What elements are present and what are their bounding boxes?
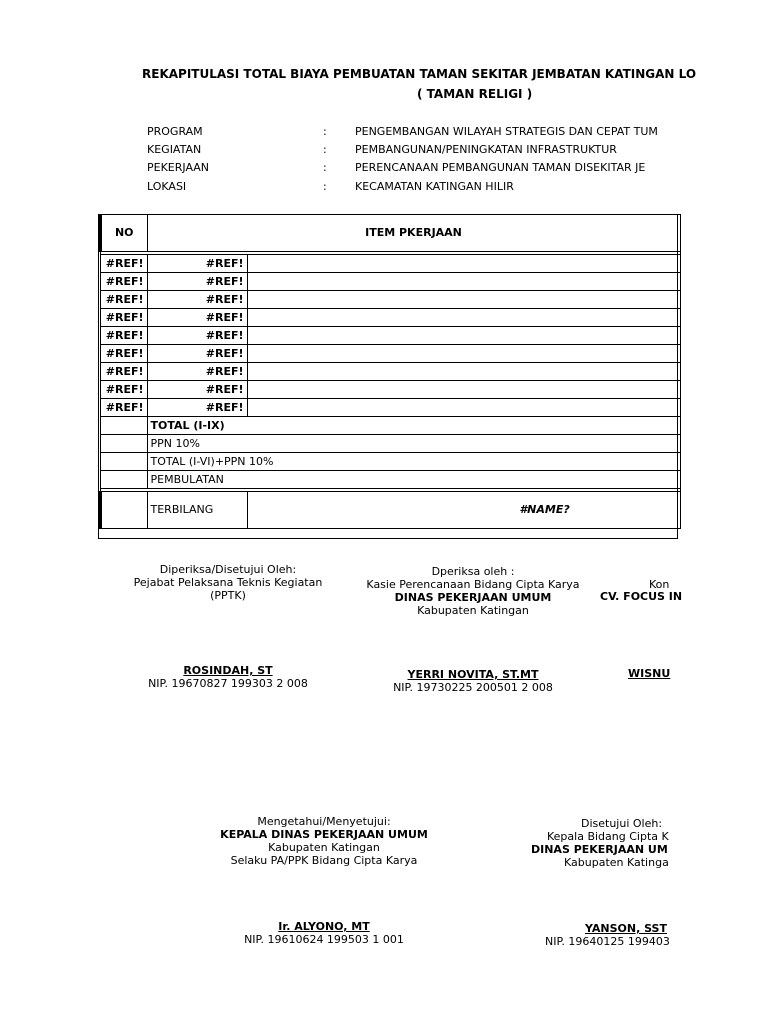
summary-row: [100, 417, 680, 435]
info-colon: :: [323, 161, 327, 174]
info-colon: :: [323, 180, 327, 193]
info-value-program: PENGEMBANGAN WILAYAH STRATEGIS DAN CEPAT TUM: [355, 125, 658, 138]
summary-row: [100, 435, 680, 453]
row-item: #REF!: [147, 327, 247, 345]
sig-kasie-line2: Kasie Perencanaan Bidang Cipta Karya: [366, 578, 580, 591]
sig-kabid-line2: Kepala Bidang Cipta K: [547, 830, 669, 843]
table-row: [100, 255, 680, 273]
row-value: [247, 345, 680, 363]
row-item: #REF!: [147, 255, 247, 273]
table-row: [100, 291, 680, 309]
sig-kasie-name: YERRI NOVITA, ST.MT: [407, 668, 539, 681]
row-no: #REF!: [100, 345, 147, 363]
summary-row: [100, 471, 680, 489]
info-colon: :: [323, 125, 327, 138]
table-row: [100, 399, 680, 417]
summary-pembulatan: PEMBULATAN: [147, 471, 680, 489]
row-value: [247, 381, 680, 399]
terbilang-value: #NAME?: [247, 492, 680, 529]
signature-pptk: [128, 563, 328, 602]
row-item: #REF!: [147, 273, 247, 291]
summary-no: [100, 435, 147, 453]
signature-kepala-dinas: [204, 815, 444, 867]
sig-kepala-line1: Mengetahui/Menyetujui:: [257, 815, 391, 828]
signature-kasie: [360, 565, 586, 617]
sig-pptk-line3: (PPTK): [210, 589, 246, 602]
sig-kasie-line4: Kabupaten Katingan: [417, 604, 529, 617]
row-no: #REF!: [100, 363, 147, 381]
summary-total: TOTAL (I-IX): [147, 417, 680, 435]
sig-kepala-name: Ir. ALYONO, MT: [278, 920, 370, 933]
sig-pptk-line1: Diperiksa/Disetujui Oleh:: [159, 563, 297, 576]
row-value: [247, 399, 680, 417]
summary-no: [100, 417, 147, 435]
row-no: #REF!: [100, 399, 147, 417]
row-no: #REF!: [100, 381, 147, 399]
sig-kabid-nip: NIP. 19640125 199403: [545, 935, 670, 948]
document-title: REKAPITULASI TOTAL BIAYA PEMBUATAN TAMAN SEKITAR JEMBATAN KATINGAN LO: [142, 67, 697, 81]
sig-kabid-line1: Disetujui Oleh:: [581, 817, 663, 830]
row-value: [247, 309, 680, 327]
row-no: #REF!: [100, 273, 147, 291]
sig-kepala-line3: Kabupaten Katingan: [268, 841, 380, 854]
document-subtitle: ( TAMAN RELIGI ): [417, 87, 533, 101]
info-label-pekerjaan: PEKERJAAN: [147, 161, 210, 174]
sig-konsultan-line1: Kon: [649, 578, 670, 591]
summary-row: [100, 453, 680, 471]
sig-pptk-name: ROSINDAH, ST: [183, 664, 273, 677]
info-label-program: PROGRAM: [147, 125, 203, 138]
info-label-lokasi: LOKASI: [147, 180, 187, 193]
row-item: #REF!: [147, 309, 247, 327]
row-no: #REF!: [100, 291, 147, 309]
summary-no: [100, 453, 147, 471]
row-item: #REF!: [147, 345, 247, 363]
info-colon: :: [323, 143, 327, 156]
sig-kasie-line3: DINAS PEKERJAAN UMUM: [394, 591, 552, 604]
sig-kabid-name: YANSON, SST: [585, 922, 667, 935]
info-label-kegiatan: KEGIATAN: [147, 143, 202, 156]
sig-kasie-nip: NIP. 19730225 200501 2 008: [393, 681, 553, 694]
sig-konsultan-line2: CV. FOCUS IN: [600, 590, 683, 603]
row-no: #REF!: [100, 309, 147, 327]
terbilang-label: TERBILANG: [147, 492, 247, 529]
row-no: #REF!: [100, 255, 147, 273]
summary-ppn: PPN 10%: [147, 435, 680, 453]
sig-pptk-nip: NIP. 19670827 199303 2 008: [148, 677, 308, 690]
info-value-kegiatan: PEMBANGUNAN/PENINGKATAN INFRASTRUKTUR: [355, 143, 617, 156]
row-value: [247, 255, 680, 273]
table-row: [100, 273, 680, 291]
header-item: ITEM PKERJAAN: [147, 215, 680, 252]
row-value: [247, 273, 680, 291]
terbilang-no: [100, 492, 147, 529]
terbilang-row: [100, 492, 680, 529]
table-row: [100, 327, 680, 345]
summary-total-ppn: TOTAL (I-VI)+PPN 10%: [147, 453, 680, 471]
row-value: [247, 327, 680, 345]
row-item: #REF!: [147, 381, 247, 399]
row-no: #REF!: [100, 327, 147, 345]
table-row: [100, 381, 680, 399]
table-header-row: [100, 215, 680, 252]
table-row: [100, 363, 680, 381]
sig-kepala-line2: KEPALA DINAS PEKERJAAN UMUM: [220, 828, 428, 841]
table-row: [100, 345, 680, 363]
row-item: #REF!: [147, 291, 247, 309]
sig-kabid-line4: Kabupaten Katinga: [564, 856, 669, 869]
table-row: [100, 309, 680, 327]
sig-kepala-line4: Selaku PA/PPK Bidang Cipta Karya: [230, 854, 418, 867]
sig-konsultan-name: WISNU: [628, 667, 671, 680]
cost-table: [98, 214, 681, 529]
row-value: [247, 291, 680, 309]
row-value: [247, 363, 680, 381]
row-item: #REF!: [147, 399, 247, 417]
info-value-lokasi: KECAMATAN KATINGAN HILIR: [355, 180, 514, 193]
sig-kepala-nip: NIP. 19610624 199503 1 001: [244, 933, 404, 946]
sig-kasie-line1: Dperiksa oleh :: [431, 565, 515, 578]
sig-pptk-line2: Pejabat Pelaksana Teknis Kegiatan: [133, 576, 323, 589]
sig-kabid-line3: DINAS PEKERJAAN UM: [531, 843, 668, 856]
row-item: #REF!: [147, 363, 247, 381]
info-value-pekerjaan: PERENCANAAN PEMBANGUNAN TAMAN DISEKITAR JE: [355, 161, 646, 174]
header-no: NO: [100, 215, 147, 252]
summary-no: [100, 471, 147, 489]
